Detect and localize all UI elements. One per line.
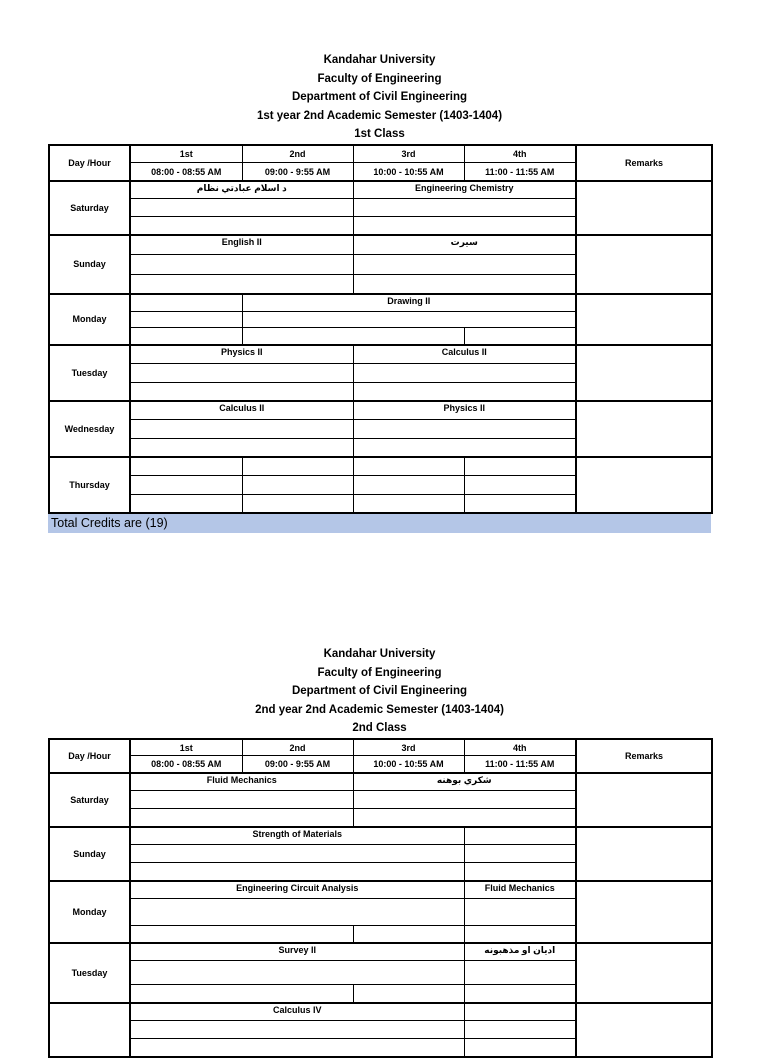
time-slot-4: 11:00 - 11:55 AM <box>464 756 576 773</box>
period-header-3: 3rd <box>353 145 464 163</box>
day-thursday: Thursday <box>49 457 130 513</box>
subject-cell: Engineering Circuit Analysis <box>130 881 464 899</box>
empty-cell <box>242 476 353 495</box>
time-slot-2: 09:00 - 9:55 AM <box>242 756 353 773</box>
empty-cell <box>353 985 464 1003</box>
period-header-4: 4th <box>464 145 576 163</box>
empty-cell <box>130 985 353 1003</box>
empty-cell <box>464 845 576 863</box>
day-saturday: Saturday <box>49 773 130 827</box>
remarks-cell <box>576 294 712 345</box>
empty-cell <box>130 312 242 328</box>
subject-cell: Engineering Chemistry <box>353 181 576 199</box>
time-slot-1: 08:00 - 08:55 AM <box>130 756 242 773</box>
schedule-2nd-class <box>48 645 711 1058</box>
empty-cell <box>464 1003 576 1021</box>
empty-cell <box>130 845 464 863</box>
empty-cell <box>130 476 242 495</box>
class-title: 1st Class <box>354 128 405 141</box>
period-header-4: 4th <box>464 739 576 756</box>
empty-cell <box>130 199 353 217</box>
timetable-table <box>48 144 713 514</box>
subject-cell: اديان او مذهبونه <box>464 943 576 961</box>
time-slot-3: 10:00 - 10:55 AM <box>353 756 464 773</box>
subject-cell: شکري بوهنه <box>353 773 576 791</box>
subject-cell: Calculus II <box>353 345 576 364</box>
empty-cell <box>130 294 242 312</box>
department-title: Department of Civil Engineering <box>291 685 468 698</box>
time-slot-2: 09:00 - 9:55 AM <box>242 163 353 181</box>
empty-cell <box>464 476 576 495</box>
time-slot-1: 08:00 - 08:55 AM <box>130 163 242 181</box>
remarks-cell <box>576 181 712 235</box>
empty-cell <box>130 457 242 476</box>
remarks-cell <box>576 235 712 294</box>
empty-cell <box>353 364 576 383</box>
subject-cell: Fluid Mechanics <box>464 881 576 899</box>
empty-cell <box>130 495 242 513</box>
empty-cell <box>242 495 353 513</box>
day-monday: Monday <box>49 294 130 345</box>
subject-cell: English II <box>130 235 353 255</box>
day-wednesday: Wednesday <box>49 401 130 457</box>
subject-cell: د اسلام عبادتي نظام <box>130 181 353 199</box>
empty-cell <box>353 926 464 943</box>
remarks-cell <box>576 401 712 457</box>
empty-cell <box>242 457 353 476</box>
day-saturday: Saturday <box>49 181 130 235</box>
empty-cell <box>353 809 576 827</box>
semester-title: 2nd year 2nd Academic Semester (1403-1404) <box>255 703 504 716</box>
day-hour-header: Day /Hour <box>49 145 130 181</box>
empty-cell <box>130 275 353 294</box>
faculty-title: Faculty of Engineering <box>317 72 442 85</box>
empty-cell <box>464 328 576 345</box>
empty-cell <box>353 476 464 495</box>
period-header-1: 1st <box>130 145 242 163</box>
empty-cell <box>130 863 464 881</box>
empty-cell <box>130 439 353 457</box>
empty-cell <box>242 312 576 328</box>
empty-cell <box>464 926 576 943</box>
subject-cell: Physics II <box>130 345 353 364</box>
empty-cell <box>353 420 576 439</box>
remarks-header: Remarks <box>576 739 712 773</box>
timetable-table <box>48 738 713 1058</box>
day-tuesday: Tuesday <box>49 943 130 1003</box>
empty-cell <box>130 926 353 943</box>
empty-cell <box>353 495 464 513</box>
empty-cell <box>353 199 576 217</box>
empty-cell <box>464 1039 576 1057</box>
subject-cell: سيرت <box>353 235 576 255</box>
empty-cell <box>130 961 464 985</box>
university-title: Kandahar University <box>323 648 436 660</box>
empty-cell <box>353 255 576 275</box>
empty-cell <box>464 457 576 476</box>
subject-cell: Calculus IV <box>130 1003 464 1021</box>
day-wednesday <box>49 1003 130 1057</box>
empty-cell <box>130 791 353 809</box>
remarks-cell <box>576 457 712 513</box>
empty-cell <box>130 420 353 439</box>
subject-cell: Drawing II <box>242 294 576 312</box>
faculty-title: Faculty of Engineering <box>317 666 442 679</box>
period-header-3: 3rd <box>353 739 464 756</box>
empty-cell <box>130 328 242 345</box>
time-slot-3: 10:00 - 10:55 AM <box>353 163 464 181</box>
empty-cell <box>353 275 576 294</box>
remarks-cell <box>576 827 712 881</box>
empty-cell <box>130 1039 464 1057</box>
subject-cell: Fluid Mechanics <box>130 773 353 791</box>
empty-cell <box>464 827 576 845</box>
empty-cell <box>130 364 353 383</box>
empty-cell <box>130 217 353 235</box>
subject-cell: Survey II <box>130 943 464 961</box>
empty-cell <box>242 328 464 345</box>
time-slot-4: 11:00 - 11:55 AM <box>464 163 576 181</box>
empty-cell <box>130 899 464 926</box>
day-tuesday: Tuesday <box>49 345 130 401</box>
schedule-1st-class <box>48 51 711 533</box>
empty-cell <box>353 791 576 809</box>
empty-cell <box>353 217 576 235</box>
subject-cell: Calculus II <box>130 401 353 420</box>
remarks-cell <box>576 1003 712 1057</box>
empty-cell <box>464 985 576 1003</box>
day-monday: Monday <box>49 881 130 943</box>
period-header-2: 2nd <box>242 739 353 756</box>
empty-cell <box>353 383 576 401</box>
remarks-cell <box>576 345 712 401</box>
day-sunday: Sunday <box>49 235 130 294</box>
total-credits-bar: Total Credits are (19) <box>48 514 711 533</box>
remarks-cell <box>576 773 712 827</box>
subject-cell: Physics II <box>353 401 576 420</box>
remarks-header: Remarks <box>576 145 712 181</box>
period-header-1: 1st <box>130 739 242 756</box>
class-title: 2nd Class <box>352 722 407 735</box>
semester-title: 1st year 2nd Academic Semester (1403-1404) <box>256 109 503 122</box>
day-hour-header: Day /Hour <box>49 739 130 773</box>
empty-cell <box>464 495 576 513</box>
period-header-2: 2nd <box>242 145 353 163</box>
empty-cell <box>464 899 576 926</box>
empty-cell <box>353 439 576 457</box>
university-title: Kandahar University <box>323 54 436 66</box>
remarks-cell <box>576 943 712 1003</box>
department-title: Department of Civil Engineering <box>291 91 468 104</box>
remarks-cell <box>576 881 712 943</box>
empty-cell <box>353 457 464 476</box>
empty-cell <box>464 961 576 985</box>
day-sunday: Sunday <box>49 827 130 881</box>
empty-cell <box>130 383 353 401</box>
empty-cell <box>464 863 576 881</box>
empty-cell <box>130 809 353 827</box>
empty-cell <box>130 255 353 275</box>
subject-cell: Strength of Materials <box>130 827 464 845</box>
